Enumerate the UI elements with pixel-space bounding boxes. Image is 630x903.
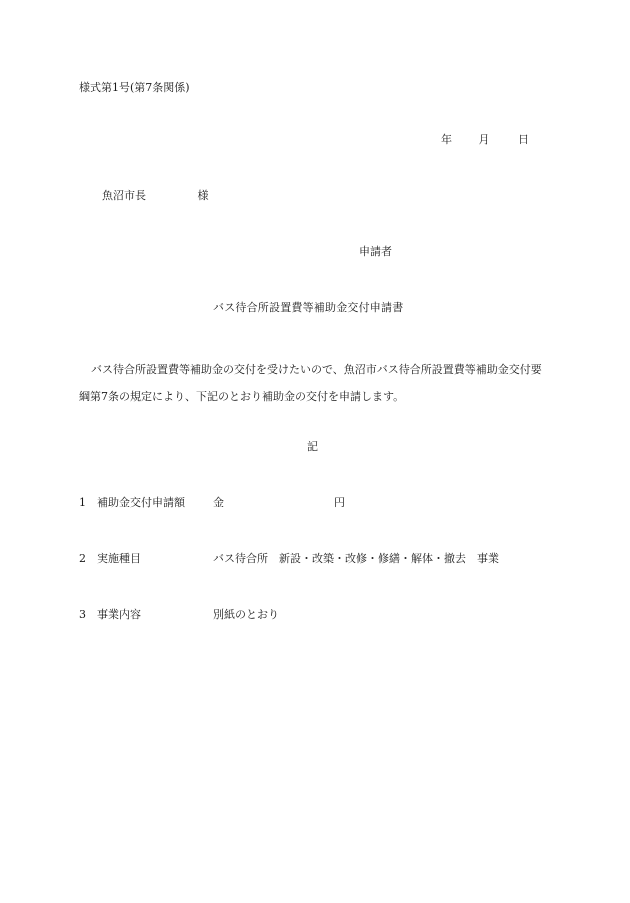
item-number: 3 [79,608,86,621]
item-suffix: 事業 [477,552,499,565]
item-options: 新設・改築・改修・修繕・解体・撤去 [279,552,466,565]
item-number: 1 [79,496,86,509]
item-label: 実施種目 [97,552,141,565]
addressee-honorific: 様 [197,189,209,202]
item-application-amount [79,496,345,510]
ki-heading: 記 [307,440,318,453]
date-line [441,133,529,147]
item-label: 事業内容 [97,608,141,621]
form-number: 様式第1号(第7条関係) [79,81,190,94]
body-text: バス待合所設置費等補助金の交付を受けたいので、魚沼市バス待合所設置費等補助金交付要綱第7条の規定により、下記のとおり補助金の交付を申請します。 [79,363,542,403]
item-project-content [79,608,279,622]
date-month: 月 [478,133,490,146]
applicant-label: 申請者 [359,245,392,258]
item-value: バス待合所 [213,552,268,565]
item-value: 金 [213,496,224,509]
item-value: 別紙のとおり [213,608,279,621]
document-title: バス待合所設置費等補助金交付申請書 [213,301,404,314]
addressee-name: 魚沼市長 [102,189,146,202]
item-label: 補助金交付申請額 [97,496,185,509]
item-number: 2 [79,552,86,565]
addressee [102,189,209,203]
item-implementation-type [79,552,499,566]
item-suffix: 円 [334,496,345,509]
date-year: 年 [441,133,452,146]
date-day: 日 [518,133,529,146]
